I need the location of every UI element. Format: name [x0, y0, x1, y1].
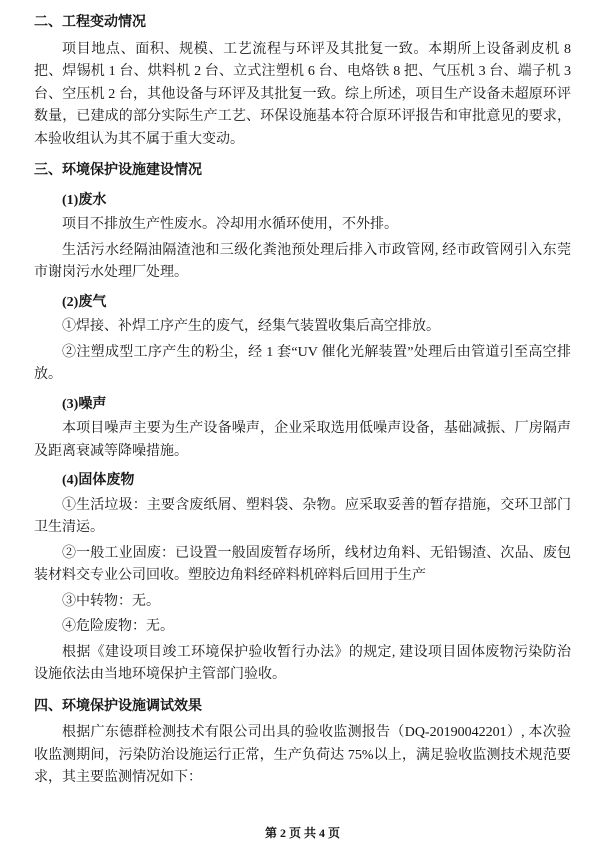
page-number-footer: 第 2 页 共 4 页 — [264, 826, 340, 840]
paragraph-waste-gas-2: ②注塑成型工序产生的粉尘，经 1 套“UV 催化光解装置”处理后由管道引至高空排放。 — [34, 344, 571, 382]
section-project-changes — [34, 12, 571, 151]
subsection-title-wastewater: (1)废水 — [62, 192, 107, 208]
subsection-waste-gas — [34, 292, 571, 387]
section-commissioning-results — [34, 696, 571, 790]
paragraph-noise-1: 本项目噪声主要为生产设备噪声，企业采取选用低噪声设备，基础减振、厂房隔声及距离衰减等降噪措施。 — [34, 421, 571, 459]
paragraph-solid-waste-domestic: ①生活垃圾：主要含废纸屑、塑料袋、杂物。应采取妥善的暂存措施，交环卫部门卫生清运。 — [34, 497, 571, 535]
section-env-facilities — [34, 160, 571, 687]
subsection-title-noise: (3)噪声 — [62, 396, 107, 412]
section-heading-env-facilities: 三、环境保护设施建设情况 — [34, 163, 202, 178]
paragraph-solid-waste-regulation: 根据《建设项目竣工环境保护验收暂行办法》的规定, 建设项目固体废物污染防治设施依法由当地环境保护主管部门验收。 — [34, 644, 571, 682]
paragraph-solid-waste-transfer: ③中转物：无。 — [62, 593, 160, 609]
subsection-wastewater — [34, 190, 571, 285]
section-heading-project-changes: 二、工程变动情况 — [34, 15, 146, 30]
paragraph-solid-waste-industrial: ②一般工业固废：已设置一般固废暂存场所，线材边角料、无铅锡渣、次品、废包装材料交专业公司回收。塑胶边角料经碎料机碎料后回用于生产 — [34, 545, 571, 583]
paragraph-solid-waste-hazardous: ④危险废物：无。 — [62, 619, 174, 634]
paragraph-wastewater-2: 生活污水经隔油隔渣池和三级化粪池预处理后排入市政管网, 经市政管网引入东莞市谢岗污水处理厂处理。 — [34, 242, 571, 280]
subsection-noise — [34, 394, 571, 464]
paragraph-project-changes: 项目地点、面积、规模、工艺流程与环评及其批复一致。本期所上设备剥皮机 8 把、焊锡机 1 台、烘料机 2 台、立式注塑机 6 台、电烙铁 8 把、气压机 3 台、端子机 3 台、空压机 2 台，其他设备与环评及其批复一致。综上所述，项目生产设备未超原环评数量，已建成的部分实际生产工艺、环保设施基本符合原环评报告和审批意见的要求，本验收组认为其不属于重大变动。 — [34, 41, 571, 147]
paragraph-waste-gas-1: ①焊接、补焊工序产生的废气，经集气装置收集后高空排放。 — [62, 319, 440, 334]
subsection-title-waste-gas: (2)废气 — [62, 294, 107, 310]
subsection-solid-waste — [34, 470, 571, 687]
subsection-title-solid-waste: (4)固体废物 — [62, 473, 135, 488]
paragraph-wastewater-1: 项目不排放生产性废水。冷却用水循环使用，不外排。 — [62, 217, 398, 232]
section-heading-commissioning-results: 四、环境保护设施调试效果 — [34, 698, 202, 714]
paragraph-commissioning-results: 根据广东德群检测技术有限公司出具的验收监测报告（DQ-20190042201）, 本次验收监测期间，污染防治设施运行正常，生产负荷达 75%以上，满足验收监测技术规范要求，其主要监测情况如下： — [34, 725, 571, 785]
